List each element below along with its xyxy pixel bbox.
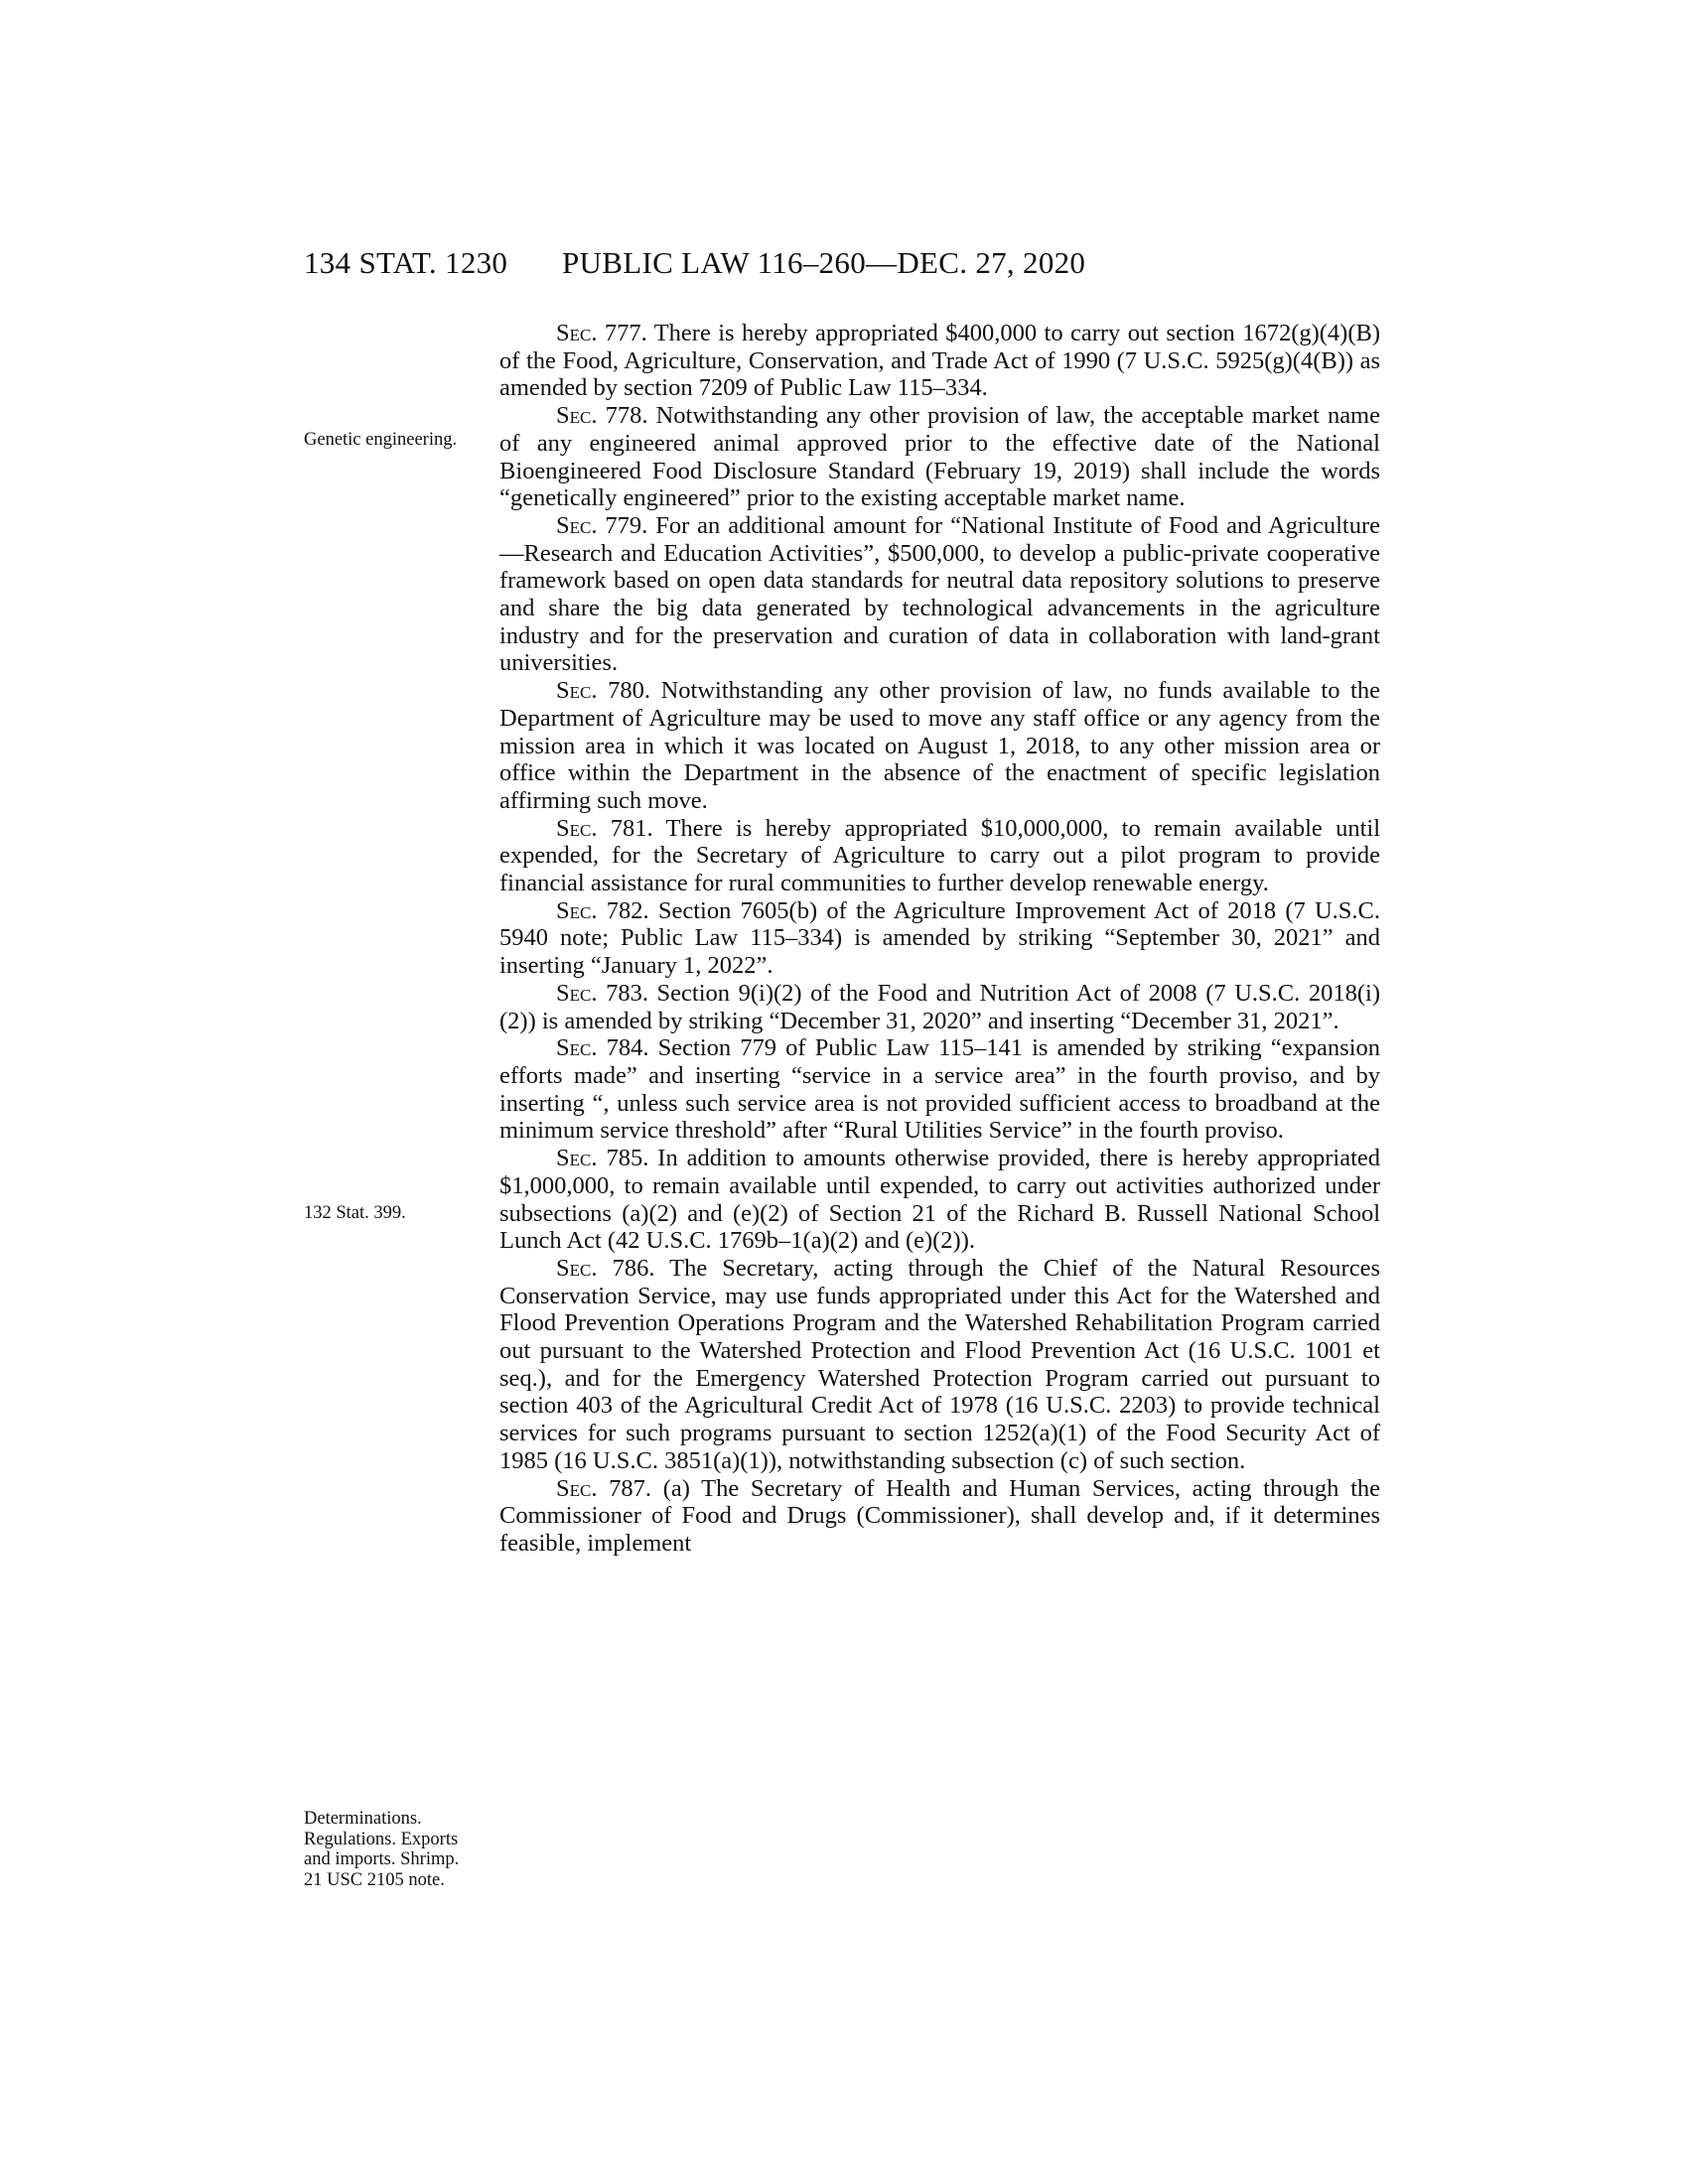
section-label: Sec. 777. <box>556 320 647 346</box>
section-787 <box>499 1475 1380 1558</box>
margin-note-determinations: Determinations. Regulations. Exports and imports. Shrimp. 21 USC 2105 note. <box>304 1809 460 1890</box>
section-text: The Secretary, acting through the Chief of the Natural Resources Conservation Service, may use funds appropriated under this Act for the Watershed and Flood Prevention Operations Program and the Watershed Rehabilitation Program carried out pursuant to the Watershed Protection and Flood Prevention Act (16 U.S.C. 1001 et seq.), and for the Emergency Watershed Protection Program carried out pursuant to section 403 of the Agricultural Credit Act of 1978 (16 U.S.C. 2203) to provide technical services for such programs pursuant to section 1252(a)(1) of the Food Security Act of 1985 (16 U.S.C. 3851(a)(1)), notwithstanding subsection (c) of such section. <box>499 1254 1380 1474</box>
section-786 <box>499 1255 1380 1475</box>
section-text: In addition to amounts otherwise provided, there is hereby appropriated $1,000,000, to remain available until expended, to carry out activities authorized under subsections (a)(2) and (e)(2) of Section 21 of the Richard B. Russell National School Lunch Act (42 U.S.C. 1769b–1(a)(2) and (e)(2)). <box>499 1145 1381 1255</box>
section-779 <box>499 512 1380 677</box>
section-label: Sec. 779. <box>556 511 648 539</box>
section-783 <box>499 980 1380 1034</box>
main-text-body <box>499 320 1380 1558</box>
running-head-law-title: PUBLIC LAW 116–260—DEC. 27, 2020 <box>562 245 1086 280</box>
section-label: Sec. 786. <box>556 1254 655 1282</box>
section-781 <box>499 815 1380 897</box>
section-text: There is hereby appropriated $10,000,000, to remain available until expended, for the Secretary of Agriculture to carry out a pilot program to provide financial assistance for rural communities to further develop renewable energy. <box>499 814 1381 897</box>
section-label: Sec. 784. <box>556 1034 649 1062</box>
section-label: Sec. 778. <box>556 402 648 430</box>
section-text: Section 7605(b) of the Agriculture Improvement Act of 2018 (7 U.S.C. 5940 note; Public Law 115–334) is amended by striking “September 30, 2021” and inserting “January 1, 2022”. <box>499 896 1380 980</box>
section-782 <box>499 897 1380 980</box>
section-780 <box>499 677 1380 815</box>
section-784 <box>499 1034 1380 1145</box>
section-785 <box>499 1145 1380 1255</box>
section-label: Sec. 781. <box>556 814 653 842</box>
section-778 <box>499 402 1380 512</box>
margin-note-genetic-engineering: Genetic engineering. <box>304 430 458 450</box>
section-label: Sec. 782. <box>556 896 649 924</box>
section-text: Section 779 of Public Law 115–141 is amended by striking “expansion efforts made” and inserting “service in a service area” in the fourth proviso, and by inserting “, unless such service area is not provided sufficient access to broadband at the minimum service threshold” after “Rural Utilities Service” in the fourth proviso. <box>499 1034 1381 1145</box>
section-text: Section 9(i)(2) of the Food and Nutrition Act of 2008 (7 U.S.C. 2018(i)(2)) is amended by striking “December 31, 2020” and inserting “December 31, 2021”. <box>499 979 1380 1034</box>
section-text: (a) The Secretary of Health and Human Services, acting through the Commissioner of Food and Drugs (Commissioner), shall develop and, if it determines feasible, implement <box>499 1474 1380 1557</box>
statute-page-reference: 134 STAT. 1230 <box>304 245 508 280</box>
section-text: There is hereby appropriated $400,000 to carry out section 1672(g)(4)(B) of the Food, Agriculture, Conservation, and Trade Act of 1990 (7 U.S.C. 5925(g)(4(B)) as amended by section 7209 of Public Law 115–334. <box>499 320 1380 402</box>
section-label: Sec. 787. <box>556 1474 652 1502</box>
page-header <box>0 245 1688 285</box>
margin-note-stat-citation: 132 Stat. 399. <box>304 1203 406 1223</box>
section-text: Notwithstanding any other provision of law, the acceptable market name of any engineered animal approved prior to the effective date of the National Bioengineered Food Disclosure Standard (February 19, 2019) shall include the words “genetically engineered” prior to the existing acceptable market name. <box>499 402 1380 512</box>
section-text: For an additional amount for “National Institute of Food and Agriculture—Research and Education Activities”, $500,000, to develop a public-private cooperative framework based on open data standards for neutral data repository solutions to preserve and share the big data generated by technological advancements in the agriculture industry and for the preservation and curation of data in collaboration with land-grant universities. <box>499 511 1380 677</box>
section-label: Sec. 785. <box>556 1145 649 1172</box>
section-777 <box>499 320 1380 402</box>
section-label: Sec. 783. <box>556 979 648 1007</box>
section-label: Sec. 780. <box>556 677 650 705</box>
section-text: Notwithstanding any other provision of law, no funds available to the Department of Agriculture may be used to move any staff office or any agency from the mission area in which it was located on August 1, 2018, to any other mission area or office within the Department in the absence of the enactment of specific legislation affirming such move. <box>499 677 1380 814</box>
